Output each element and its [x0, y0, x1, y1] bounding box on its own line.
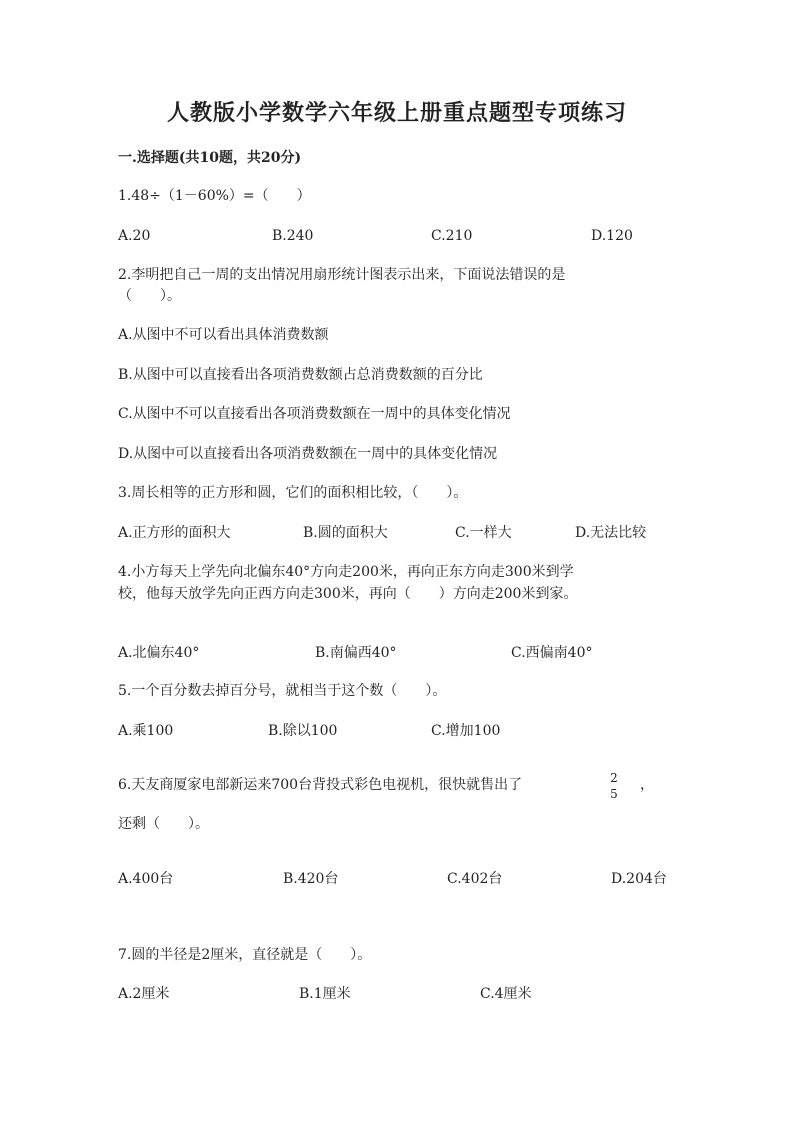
q1-option-d[interactable]: D.120 [591, 228, 633, 244]
q1-option-b[interactable]: B.240 [272, 228, 314, 244]
q2-option-d[interactable]: D.从图中可以直接看出各项消费数额在一周中的具体变化情况 [118, 446, 498, 462]
question-7-text: 7.圆的半径是2厘米，直径就是（ ）。 [118, 947, 372, 963]
q1-option-c[interactable]: C.210 [431, 228, 473, 244]
q3-option-b[interactable]: B.圆的面积大 [303, 525, 388, 541]
question-4-text-cont: 校，他每天放学先向正西方向走300米，再向（ ）方向走200米到家。 [118, 586, 578, 602]
q3-option-a[interactable]: A.正方形的面积大 [118, 525, 231, 541]
q6-option-c[interactable]: C.402台 [447, 871, 503, 887]
fraction-numerator: 2 [610, 771, 618, 785]
question-2-text: 2.李明把自己一周的支出情况用扇形统计图表示出来，下面说法错误的是 [118, 267, 566, 283]
q2-option-c[interactable]: C.从图中不可以直接看出各项消费数额在一周中的具体变化情况 [118, 406, 511, 422]
q6-option-b[interactable]: B.420台 [283, 871, 339, 887]
question-4-text: 4.小方每天上学先向北偏东40°方向走200米，再向正东方向走300米到学 [118, 564, 574, 580]
q3-option-c[interactable]: C.一样大 [455, 525, 512, 541]
q1-option-a[interactable]: A.20 [118, 228, 151, 244]
question-6-text: 6.天友商厦家电部新运来700台背投式彩色电视机，很快就售出了 [118, 777, 523, 793]
fraction-denominator: 5 [610, 787, 618, 801]
q5-option-b[interactable]: B.除以100 [268, 723, 338, 739]
page-title: 人教版小学数学六年级上册重点题型专项练习 [166, 100, 627, 126]
question-2-text-cont: （ ）。 [118, 288, 181, 304]
q2-option-a[interactable]: A.从图中不可以看出具体消费数额 [118, 327, 329, 343]
q7-option-b[interactable]: B.1厘米 [299, 986, 351, 1002]
question-3-text: 3.周长相等的正方形和圆，它们的面积相比较，（ ）。 [118, 485, 468, 501]
q6-option-a[interactable]: A.400台 [118, 871, 174, 887]
section-heading: 一.选择题(共10题，共20分) [118, 150, 302, 166]
q6-option-d[interactable]: D.204台 [611, 871, 667, 887]
q2-option-b[interactable]: B.从图中可以直接看出各项消费数额占总消费数额的百分比 [118, 367, 483, 383]
q5-option-a[interactable]: A.乘100 [118, 723, 174, 739]
question-6-text-cont: 还剩（ ）。 [118, 816, 209, 832]
question-1-text: 1.48÷（1－60%）=（ ） [118, 188, 311, 204]
fraction-two-fifths [606, 770, 622, 802]
q7-option-c[interactable]: C.4厘米 [480, 986, 532, 1002]
q4-option-c[interactable]: C.西偏南40° [511, 645, 593, 661]
q4-option-a[interactable]: A.北偏东40° [118, 645, 200, 661]
q4-option-b[interactable]: B.南偏西40° [315, 645, 397, 661]
q3-option-d[interactable]: D.无法比较 [575, 525, 647, 541]
question-6-comma: ， [640, 777, 654, 793]
q7-option-a[interactable]: A.2厘米 [118, 986, 170, 1002]
q5-option-c[interactable]: C.增加100 [431, 723, 501, 739]
question-5-text: 5.一个百分数去掉百分号，就相当于这个数（ ）。 [118, 683, 447, 699]
